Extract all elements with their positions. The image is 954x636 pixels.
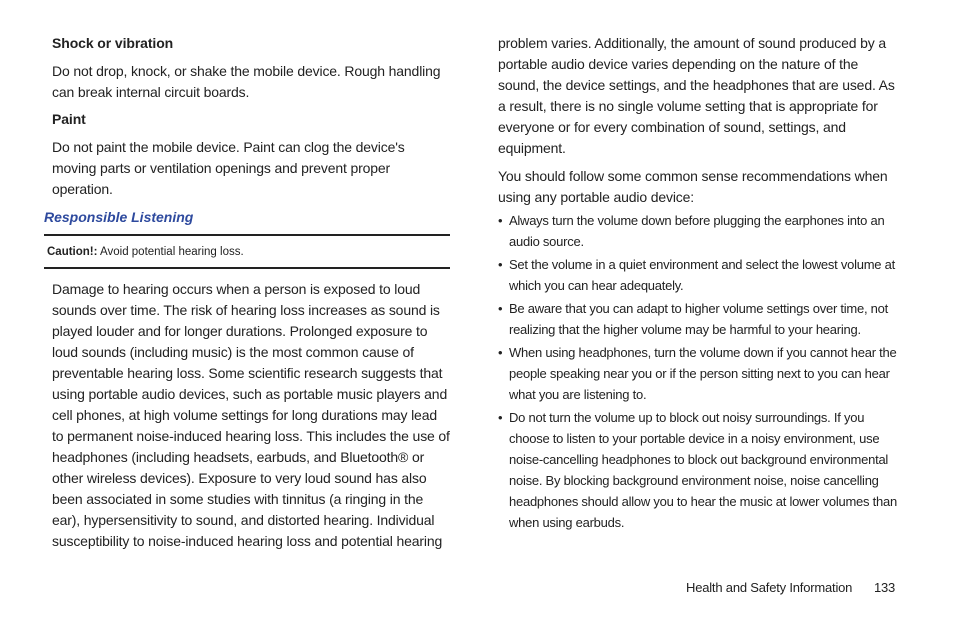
list-item: • When using headphones, turn the volume down if you cannot hear the people speaking near you or if the person sitting next to you can hear what you are listening to.	[498, 342, 900, 405]
bullet-icon: •	[498, 213, 503, 228]
continued-text: problem varies. Additionally, the amount of sound produced by a portable audio device varies depending on the nature of the sound, the device settings, and the headphones that are used. As a result, there is no single volume setting that is appropriate for everyone or for every combination of sound, settings, and equipment.	[498, 35, 895, 156]
right-column	[498, 33, 900, 533]
bullet-icon: •	[498, 257, 503, 272]
damage-text: Damage to hearing occurs when a person is exposed to loud sounds over time. The risk of hearing loss increases as sound is played louder and for longer durations. Prolonged exposure to loud sounds (including music) is the most common cause of preventable hearing loss. Some scientific research suggests that using portable audio devices, such as portable music players and cell phones, at high volume settings for long durations may lead to permanent noise-induced hearing loss. This includes the use of headphones (including headsets, earbuds, and Bluetooth® or other wireless devices). Exposure to very loud sound has also been associated in some studies with tinnitus (a ringing in the ear), hypersensitivity to sound, and distorted hearing. Individual susceptibility to noise-induced hearing loss and potential hearing	[52, 281, 450, 549]
bullet-icon: •	[498, 410, 503, 425]
footer-section: Health and Safety Information	[686, 580, 853, 595]
caution-box	[44, 234, 450, 269]
caution-text: Avoid potential hearing loss.	[97, 246, 244, 258]
list-item: • Always turn the volume down before plugging the earphones into an audio source.	[498, 210, 900, 252]
shock-heading: Shock or vibration	[52, 35, 174, 51]
list-item: • Do not turn the volume up to block out noisy surroundings. If you choose to listen to your portable device in a noisy environment, use noise-cancelling headphones to block out background environmental noise. By blocking background environment noise, noise cancelling headphones should allow you to hear the music at lower volumes than when using earbuds.	[498, 407, 900, 533]
section-title: Responsible Listening	[44, 209, 194, 225]
list-item: • Be aware that you can adapt to higher volume settings over time, not realizing that the higher volume may be harmful to your hearing.	[498, 298, 900, 340]
intro-text: You should follow some common sense recommendations when using any portable audio device:	[498, 168, 888, 205]
paint-heading: Paint	[52, 111, 86, 127]
list-item: • Set the volume in a quiet environment and select the lowest volume at which you can hear adequately.	[498, 254, 900, 296]
page-number: 133	[874, 580, 896, 595]
left-column	[44, 33, 452, 552]
paint-text: Do not paint the mobile device. Paint can clog the device's moving parts or ventilation openings and prevent proper operation.	[52, 139, 405, 197]
caution-label: Caution!:	[47, 246, 98, 258]
shock-text: Do not drop, knock, or shake the mobile device. Rough handling can break internal circuit boards.	[52, 63, 441, 100]
recommendations-list	[498, 210, 900, 533]
bullet-icon: •	[498, 345, 503, 360]
bullet-icon: •	[498, 301, 503, 316]
